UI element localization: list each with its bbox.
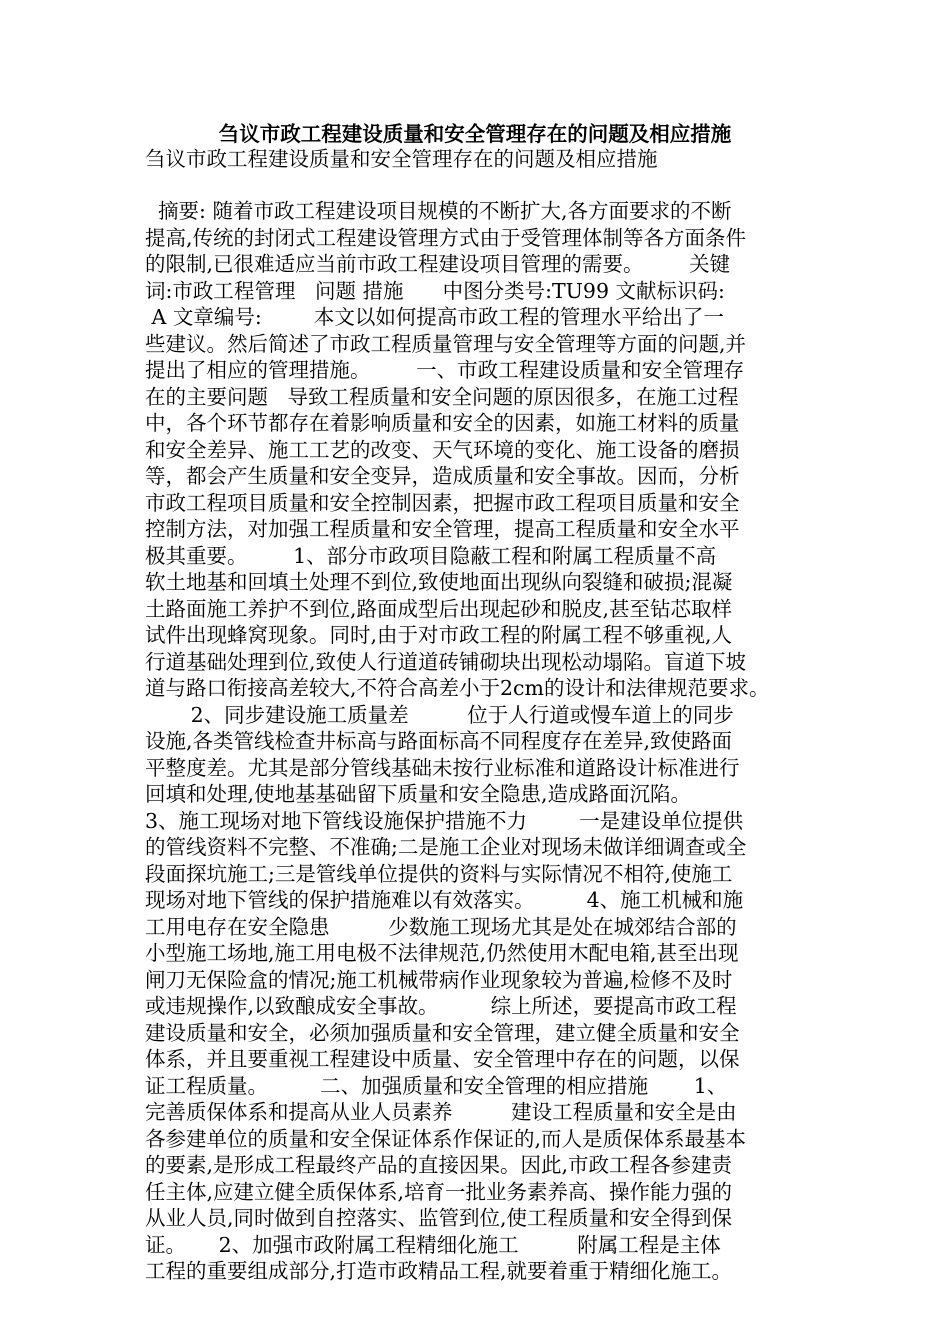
body-text-line: 设施,各类管线检查井标高与路面标高不同程度存在差异,致使路面 (145, 729, 733, 753)
body-text-line: 提高,传统的封闭式工程建设管理方式由于受管理体制等各方面条件 (145, 225, 747, 250)
body-text-line: 道与路口衔接高差较大,不符合高差小于2cm的设计和法律规范要求。 (145, 676, 770, 700)
body-text-line: 证工程质量。 二、加强质量和安全管理的相应措施 1、 (145, 1073, 728, 1098)
body-text-line: 小型施工场地,施工用电极不法律规范,仍然使用木配电箱,甚至出现 (145, 941, 739, 965)
body-text-line: 完善质保体系和提高从业人员素养 建设工程质量和安全是由 (145, 1100, 737, 1124)
body-text-line: 软土地基和回填土处理不到位,致使地面出现纵向裂缝和破损;混凝 (145, 570, 733, 594)
body-text-line: 3、施工现场对地下管线设施保护措施不力 一是建设单位提供 (145, 808, 744, 833)
body-text-line: 体系，并且要重视工程建设中质量、安全管理中存在的问题，以保 (145, 1047, 740, 1071)
body-text-line: 证。 2、加强市政附属工程精细化施工 附属工程是主体 (145, 1232, 721, 1257)
body-text-line: 市政工程项目质量和安全控制因素，把握市政工程项目质量和安全 (145, 490, 740, 515)
body-text-line: 回填和处理,使地基基础留下质量和安全隐患,造成路面沉陷。 (145, 782, 692, 806)
body-text-line: 段面探坑施工;三是管线单位提供的资料与实际情况不相符,使施工 (145, 861, 733, 886)
body-text-line: 等，都会产生质量和安全变异，造成质量和安全事故。因而，分析 (145, 464, 740, 488)
body-text-line: 工用电存在安全隐患 少数施工现场尤其是处在城郊结合部的 (145, 914, 737, 939)
body-text-line: 现场对地下管线的保护措施难以有效落实。 4、施工机械和施 (145, 888, 744, 912)
body-text-line: 的管线资料不完整、不准确;二是施工企业对现场未做详细调查或全 (145, 835, 747, 859)
body-text-line: 词:市政工程管理 问题 措施 中图分类号:TU99 文献标识码: (145, 278, 725, 303)
document-title: 刍议市政工程建设质量和安全管理存在的问题及相应措施 (218, 122, 732, 146)
body-text-line: 在的主要问题 导致工程质量和安全问题的原因很多，在施工过程 (145, 384, 739, 409)
document-subtitle: 刍议市政工程建设质量和安全管理存在的问题及相应措施 (145, 147, 658, 171)
body-text-line: 平整度差。尤其是部分管线基础未按行业标准和道路设计标准进行 (145, 755, 740, 780)
document-body (145, 198, 805, 1285)
body-text-line: 行道基础处理到位,致使人行道道砖铺砌块出现松动塌陷。盲道下坡 (145, 649, 747, 674)
body-text-line: A 文章编号: 本文以如何提高市政工程的管理水平给出了一 (145, 305, 724, 329)
body-text-line: 极其重要。 1、部分市政项目隐蔽工程和附属工程质量不高 (145, 543, 717, 568)
body-text-line: 控制方法，对加强工程质量和安全管理，提高工程质量和安全水平 (145, 517, 740, 541)
body-text-line: 建设质量和安全，必须加强质量和安全管理，建立健全质量和安全 (145, 1020, 740, 1045)
body-text-line: 土路面施工养护不到位,路面成型后出现起砂和脱皮,甚至钻芯取样 (145, 596, 733, 621)
body-text-line: 的要素,是形成工程最终产品的直接因果。因此,市政工程各参建责 (145, 1153, 733, 1177)
body-text-line: 从业人员,同时做到自控落实、监管到位,使工程质量和安全得到保 (145, 1206, 733, 1230)
body-text-line: 闸刀无保险盒的情况;施工机械带病作业现象较为普遍,检修不及时 (145, 967, 733, 992)
body-text-line: 摘要: 随着市政工程建设项目规模的不断扩大,各方面要求的不断 (145, 199, 732, 223)
body-text-line: 提出了相应的管理措施。 一、市政工程建设质量和安全管理存 (145, 358, 745, 382)
body-text-line: 中，各个环节都存在着影响质量和安全的因素，如施工材料的质量 (145, 411, 740, 435)
body-text-line: 任主体,应建立健全质保体系,培育一批业务素养高、操作能力强的 (145, 1179, 733, 1204)
body-text-line: 或违规操作,以致酿成安全事故。 综上所述，要提高市政工程 (145, 994, 737, 1018)
body-text-line: 的限制,已很难适应当前市政工程建设项目管理的需要。 关键 (145, 252, 731, 276)
body-text-line: 工程的重要组成部分,打造市政精品工程,就要着重于精细化施工。 (145, 1259, 733, 1283)
body-text-line: 试件出现蜂窝现象。同时,由于对市政工程的附属工程不够重视,人 (145, 623, 733, 647)
body-text-line: 2、同步建设施工质量差 位于人行道或慢车道上的同步 (145, 702, 734, 727)
body-text-line: 各参建单位的质量和安全保证体系作保证的,而人是质保体系最基本 (145, 1126, 747, 1151)
body-text-line: 和安全差异、施工工艺的改变、天气环境的变化、施工设备的磨损 (145, 437, 740, 462)
body-text-line: 些建议。然后简述了市政工程质量管理与安全管理等方面的问题,并 (145, 331, 747, 356)
